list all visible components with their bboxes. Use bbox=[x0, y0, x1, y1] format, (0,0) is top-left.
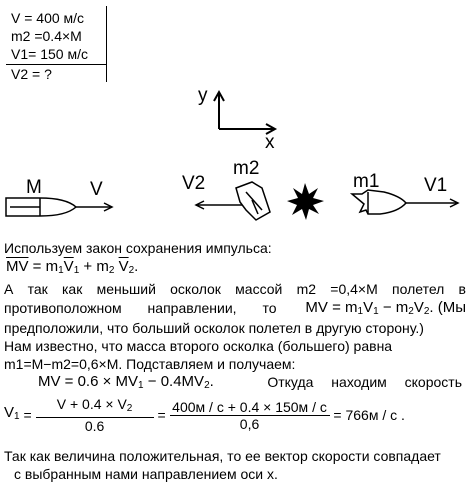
explosion-icon bbox=[287, 183, 324, 220]
p1-eq-part4: 1 bbox=[373, 306, 379, 317]
p1-eq-part8: 2 bbox=[423, 306, 430, 317]
find-label: V2 = ? bbox=[11, 66, 52, 82]
eq3-eq2: = bbox=[157, 407, 166, 423]
equation2 bbox=[0, 374, 214, 394]
p1-eq-part3: V bbox=[363, 299, 374, 316]
law-eq: = bbox=[32, 258, 42, 275]
law-m2: m bbox=[96, 258, 109, 275]
p1-eq-tail: . (Мы bbox=[429, 299, 466, 316]
frac1-num-sub: 2 bbox=[126, 403, 133, 414]
conclusion-line2: с выбранным нами направлением оси x. bbox=[14, 466, 278, 482]
fragment1-velocity-label: V1 bbox=[424, 175, 448, 196]
equation2-line bbox=[0, 374, 462, 394]
fraction1-numerator bbox=[36, 396, 154, 418]
law-lhs: $\overline{MV}$ bbox=[6, 258, 29, 275]
paragraph2-line1: Нам известно, что масса второго осколка (большего) равна bbox=[4, 338, 393, 354]
eq3-result: = 766м / с . bbox=[333, 407, 405, 423]
fragment2-mass-label: m2 bbox=[233, 158, 260, 179]
given-velocity: V = 400 м/с bbox=[11, 10, 85, 26]
law-v2: $\overline{V}$ bbox=[118, 258, 129, 275]
conclusion-line1: Так как величина положительная, то ее вектор скорости совпадает bbox=[4, 448, 441, 464]
paragraph1-line2 bbox=[4, 300, 466, 320]
fragment1-icon bbox=[352, 190, 406, 214]
frac1-num-text: V + 0.4 × V bbox=[56, 396, 127, 412]
momentum-law-formula bbox=[6, 258, 468, 280]
fragment1-velocity-arrow-icon bbox=[406, 199, 458, 207]
law-v2-sub: 2 bbox=[128, 265, 135, 276]
fraction2-numerator: 400м / с + 0.4 × 150м / с bbox=[170, 399, 330, 416]
eq2-part-b-sub: 2 bbox=[204, 380, 210, 391]
paragraph2-line2: m1=M−m2=0,6×M. Подставляем и получаем: bbox=[4, 356, 296, 372]
given-fragment-velocity: V1= 150 м/с bbox=[11, 46, 88, 62]
fragment1-mass-label: m1 bbox=[353, 171, 380, 192]
shell-icon bbox=[6, 198, 76, 216]
law-m1: m bbox=[45, 258, 59, 275]
fraction2 bbox=[170, 399, 330, 432]
given-mass-ratio: m2 =0.4×M bbox=[11, 28, 82, 44]
shell-velocity-arrow-icon bbox=[76, 203, 112, 211]
law-v1: $\overline{V}$ bbox=[63, 258, 74, 275]
shell-mass-label: M bbox=[26, 177, 42, 198]
eq3-lhs-sub: 1 bbox=[14, 411, 20, 422]
equation3 bbox=[4, 396, 466, 434]
p1-eq-part6: 2 bbox=[408, 306, 414, 317]
fragment2-icon bbox=[236, 182, 270, 220]
solution-intro: Используем закон сохранения импульса: bbox=[4, 240, 272, 256]
axis-x-label: x bbox=[265, 132, 275, 153]
fraction1-denominator: 0.6 bbox=[84, 418, 105, 434]
shell-velocity-label: V bbox=[90, 179, 103, 200]
whence-text: Откуда находим скорость bbox=[267, 374, 462, 390]
axis-y-label: y bbox=[198, 85, 208, 106]
paragraph1-line2-text: противоположном направлении, то bbox=[4, 300, 277, 316]
law-v1-sub: 1 bbox=[73, 265, 80, 276]
p1-eq-part5: − m bbox=[378, 299, 409, 316]
law-m1-sub: 1 bbox=[58, 265, 64, 276]
paragraph1-line2-formula bbox=[305, 300, 466, 320]
p1-eq-part1: MV = m bbox=[305, 299, 358, 316]
paragraph1-line1: А так как меньший осколок массой m2 =0,4×M полетел в bbox=[4, 281, 466, 297]
eq2-part-c: . bbox=[209, 373, 214, 390]
coordinate-axes-icon bbox=[214, 92, 275, 134]
fragment2-velocity-label: V2 bbox=[182, 173, 206, 194]
law-dot: . bbox=[134, 258, 139, 275]
eq2-part-a-sub: 1 bbox=[138, 380, 144, 391]
eq2-part-b: − 0.4MV bbox=[143, 373, 205, 390]
p1-eq-part7: V bbox=[413, 299, 424, 316]
paragraph1-line3: предположили, что больший осколок полетел в другую сторону.) bbox=[4, 320, 424, 336]
fraction2-denominator: 0,6 bbox=[239, 415, 260, 432]
fraction1 bbox=[36, 396, 154, 434]
physics-figure bbox=[0, 0, 471, 235]
eq2-part-a: MV = 0.6 × MV bbox=[38, 373, 139, 390]
law-plus: + bbox=[83, 258, 93, 275]
eq3-lhs-wrap bbox=[4, 405, 20, 425]
law-m2-sub: 2 bbox=[108, 265, 115, 276]
eq3-eq1: = bbox=[23, 407, 32, 423]
eq3-lhs: V bbox=[4, 404, 15, 421]
p1-eq-part2: 1 bbox=[357, 306, 364, 317]
